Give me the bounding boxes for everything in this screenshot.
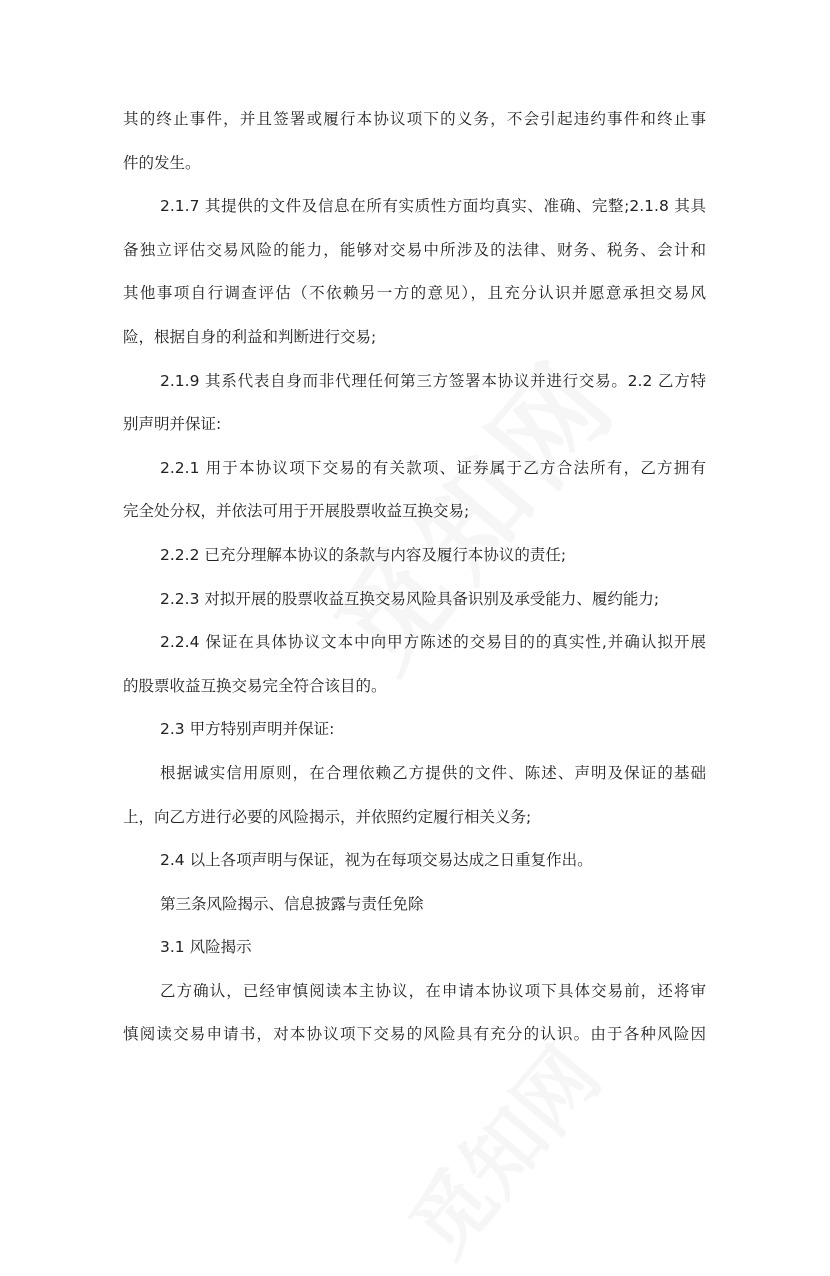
text-line: 的股票收益互换交易完全符合该目的。 bbox=[123, 676, 387, 695]
watermark bbox=[379, 1019, 621, 1276]
text-line: 其他事项自行调查评估（不依赖另一方的意见），且充分认识并愿意承担交易风 bbox=[123, 284, 706, 303]
text-line: 第三条风险揭示、信息披露与责任免除 bbox=[160, 894, 424, 913]
text-line: 2.4 以上各项声明与保证，视为在每项交易达成之日重复作出。 bbox=[160, 851, 593, 870]
text-line: 2.2.3 对拟开展的股票收益互换交易风险具备识别及承受能力、履约能力; bbox=[160, 589, 660, 608]
text-line: 根据诚实信用原则，在合理依赖乙方提供的文件、陈述、声明及保证的基础 bbox=[160, 763, 706, 782]
text-line: 完全处分权，并依法可用于开展股票收益互换交易; bbox=[123, 502, 470, 521]
text-line: 件的发生。 bbox=[123, 153, 201, 172]
text-line: 2.2.4 保证在具体协议文本中向甲方陈述的交易目的的真实性,并确认拟开展 bbox=[160, 633, 706, 652]
text-line: 上，向乙方进行必要的风险揭示，并依照约定履行相关义务; bbox=[123, 807, 532, 826]
text-line: 慎阅读交易申请书，对本协议项下交易的风险具有充分的认识。由于各种风险因 bbox=[123, 1025, 706, 1044]
document-body bbox=[123, 98, 706, 1057]
text-line: 乙方确认，已经审慎阅读本主协议，在申请本协议项下具体交易前，还将审 bbox=[160, 981, 706, 1000]
text-line: 3.1 风险揭示 bbox=[160, 938, 252, 957]
text-line: 2.1.7 其提供的文件及信息在所有实质性方面均真实、准确、完整;2.1.8 其具 bbox=[160, 197, 706, 216]
text-line: 2.2.2 已充分理解本协议的条款与内容及履行本协议的责任; bbox=[160, 545, 567, 564]
text-line: 2.1.9 其系代表自身而非代理任何第三方签署本协议并进行交易。2.2 乙方特 bbox=[160, 371, 706, 390]
text-line: 2.2.1 用于本协议项下交易的有关款项、证券属于乙方合法所有，乙方拥有 bbox=[160, 458, 706, 477]
text-line: 2.3 甲方特别声明并保证: bbox=[160, 720, 335, 739]
text-line: 其的终止事件，并且签署或履行本协议项下的义务，不会引起违约事件和终止事 bbox=[123, 110, 706, 128]
text-line: 险，根据自身的利益和判断进行交易; bbox=[123, 327, 377, 346]
text-line: 备独立评估交易风险的能力，能够对交易中所涉及的法律、财务、税务、会计和 bbox=[123, 240, 706, 259]
text-line: 别声明并保证: bbox=[123, 415, 222, 434]
